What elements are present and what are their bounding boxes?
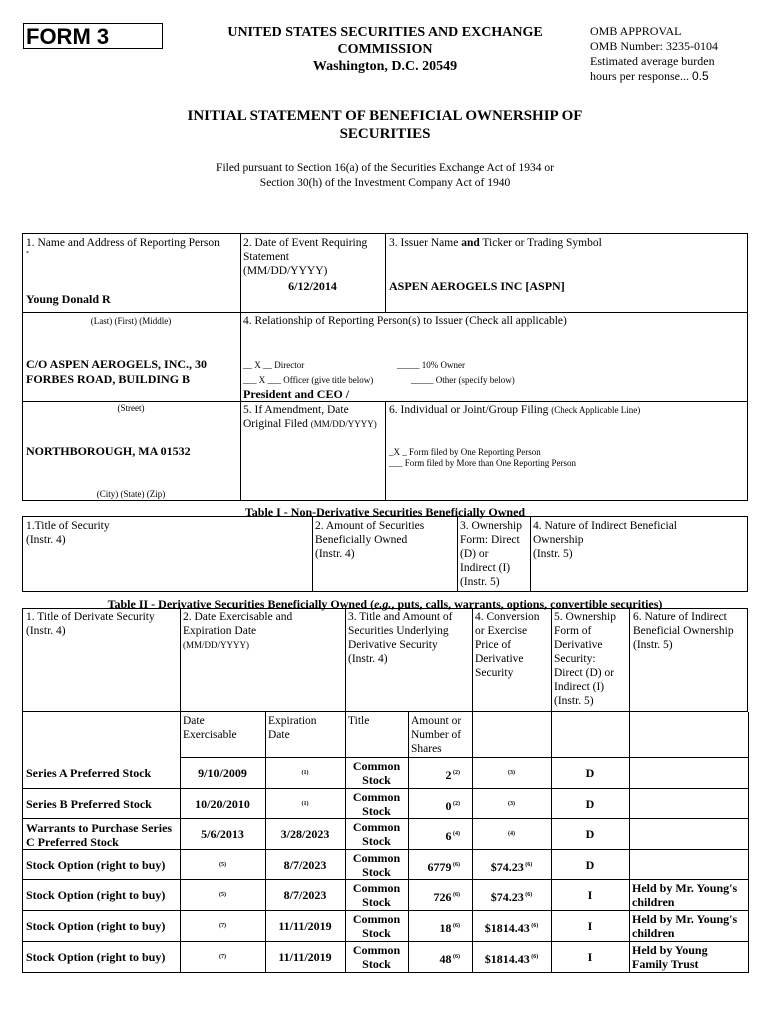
row-divider: [22, 941, 749, 942]
table1-col-nature: [533, 519, 677, 561]
header-line: 4. Conversion: [475, 611, 540, 623]
officer-title: President and CEO /: [243, 387, 350, 401]
table2-col-price: [475, 610, 540, 680]
underlying-line: Common: [352, 789, 401, 804]
expiration-footnote: (1): [301, 770, 309, 776]
header-line: Indirect (I): [554, 681, 605, 693]
price-footnote: (4): [508, 831, 515, 838]
derivative-security-title: [26, 950, 182, 964]
ten-percent-owner-checkbox: _____ 10% Owner: [397, 360, 465, 370]
underlying-line: Common: [352, 912, 401, 926]
row-divider: [22, 879, 749, 880]
underlying-amount: [408, 858, 460, 874]
box3-label-and: and: [461, 237, 480, 249]
date-exercisable: [180, 950, 265, 966]
date-exercisable-footnote: (5): [219, 892, 226, 899]
form-title: [150, 107, 620, 143]
header-line: Date: [268, 729, 290, 741]
header-line: 3. Title and Amount of: [348, 611, 453, 623]
header-line: (Instr. 5): [633, 639, 673, 651]
derivative-security-title: [26, 858, 182, 872]
underlying-title: [345, 912, 408, 940]
filing-one-person: _X _ Form filed by One Reporting Person: [389, 447, 541, 457]
underlying-title: [345, 851, 408, 879]
table1-col-ownership: [460, 519, 522, 589]
event-date: 6/12/2014: [288, 279, 337, 293]
price-footnote: (6): [529, 923, 539, 929]
box1-label: 1. Name and Address of Reporting Person: [26, 237, 220, 249]
omb-hours-label: hours per response...: [590, 69, 689, 83]
table1-col-title: [26, 519, 110, 547]
date-exercisable: [180, 827, 265, 841]
expiration-footnote: (1): [301, 800, 309, 807]
ownership-form: D: [585, 827, 595, 842]
filed-pursuant: [150, 161, 620, 191]
box3-label-pre: 3. Issuer Name: [389, 237, 459, 249]
nature-of-ownership: [632, 881, 748, 909]
price-footnote: (6): [523, 861, 533, 868]
derivative-security-title: [26, 766, 182, 780]
agency-location: Washington, D.C. 20549: [312, 59, 458, 74]
sub-amount: [411, 714, 461, 756]
header-line: (Instr. 5): [460, 576, 500, 588]
date-exercisable: [180, 766, 265, 780]
other-checkbox: _____ Other (specify below): [411, 375, 515, 385]
omb-line: OMB Number: 3235-0104: [590, 39, 718, 53]
underlying-line: Common: [352, 942, 401, 957]
cell-value: 8/7/2023: [283, 857, 327, 872]
date-exercisable: [180, 858, 265, 874]
header-line: 2. Amount of Securities: [315, 520, 425, 532]
table2-col-nature: [633, 610, 734, 652]
header-line: Form of: [554, 625, 592, 637]
expiration-date: [265, 858, 345, 872]
nature-line: Family Trust: [632, 956, 699, 971]
amount-footnote: (2): [451, 770, 460, 776]
expiration-date: [265, 827, 345, 841]
expiration-date: [265, 888, 345, 902]
underlying-amount: [408, 797, 460, 813]
table2-col-underlying: [348, 610, 452, 666]
underlying-title: [345, 881, 408, 909]
ownership-form: I: [587, 888, 593, 903]
title-line: Warrants to Purchase Series: [26, 821, 173, 836]
header-line: Security:: [554, 653, 596, 665]
cell-value: 5/6/2013: [201, 827, 244, 842]
box5-label-line: 5. If Amendment, Date: [243, 404, 349, 416]
header-line: Derivative Security: [348, 639, 438, 651]
date-exercisable: [180, 797, 265, 811]
nature-line: Held by Mr. Young's: [632, 881, 738, 896]
amount-footnote: (6): [451, 861, 460, 868]
amount-footnote: (6): [451, 892, 460, 899]
agency-name: [200, 24, 570, 75]
exercise-price: [472, 950, 551, 966]
box3-label: [389, 236, 602, 250]
header-line: 1. Title of Derivate Security: [26, 611, 155, 623]
omb-line: OMB APPROVAL: [590, 24, 682, 38]
omb-line: Estimated average burden: [590, 54, 715, 68]
issuer-name: ASPEN AEROGELS INC [ASPN]: [389, 279, 565, 293]
address-line: FORBES ROAD, BUILDING B: [26, 372, 191, 386]
underlying-title: [345, 759, 408, 787]
ownership-form: I: [587, 919, 593, 933]
header-line: (Instr. 5): [554, 695, 594, 707]
header-line: Beneficially Owned: [315, 534, 408, 546]
exercise-price: [472, 888, 551, 904]
title-line: Series A Preferred Stock: [26, 766, 152, 780]
header-line: 4. Nature of Indirect Beneficial: [533, 520, 678, 532]
header-line: Securities Underlying: [348, 625, 449, 637]
cell-value: 18: [439, 921, 452, 935]
underlying-line: Stock: [362, 926, 391, 940]
ownership-form: D: [585, 857, 595, 872]
box5-label-text: Original Filed: [243, 418, 308, 430]
row-divider: [22, 788, 749, 789]
amount-footnote: (2): [451, 800, 460, 807]
header-line: Derivative: [475, 653, 524, 665]
director-checkbox: __ X __ Director: [243, 360, 305, 370]
header-line: Exercisable: [183, 729, 237, 741]
agency-line: COMMISSION: [337, 42, 433, 57]
row-divider: [22, 849, 749, 850]
exercise-price: [472, 797, 551, 813]
header-line: (Instr. 4): [348, 653, 388, 665]
price-footnote: (3): [508, 770, 515, 776]
amount-footnote: (4): [451, 831, 460, 838]
underlying-line: Common: [352, 850, 401, 865]
exercise-price: [472, 858, 551, 874]
row-divider: [22, 910, 749, 911]
box6-label-text: 6. Individual or Joint/Group Filing: [389, 404, 549, 416]
box2-label-line: 2. Date of Event Requiring: [243, 237, 368, 249]
date-exercisable-footnote: (5): [219, 861, 226, 868]
header-line: or Exercise: [475, 625, 528, 637]
underlying-line: Stock: [362, 864, 391, 879]
cell-value: 48: [439, 951, 452, 966]
header-line: (Instr. 4): [26, 534, 66, 546]
underlying-line: Stock: [362, 773, 391, 787]
omb-line: [590, 69, 760, 84]
title-line: Stock Option (right to buy): [26, 919, 166, 933]
cell-value: 6779: [427, 859, 452, 874]
table2-col-title: [26, 610, 155, 638]
cell-value: 2: [445, 768, 452, 782]
officer-checkbox: ___ X ___ Officer (give title below): [243, 375, 374, 385]
header-line: (Instr. 4): [26, 625, 66, 637]
underlying-line: Stock: [362, 803, 391, 818]
row-divider: [22, 818, 749, 819]
price-footnote: (3): [508, 800, 515, 807]
address-line: C/O ASPEN AEROGELS, INC., 30: [26, 357, 208, 371]
ownership-form: D: [585, 766, 595, 780]
nature-line: Held by Young: [632, 942, 708, 957]
box5-label-line: [243, 417, 377, 431]
exercise-price: [472, 919, 551, 935]
street-caption: (Street): [117, 403, 145, 413]
header-line: Date: [183, 715, 205, 727]
ownership-form: I: [587, 949, 593, 964]
reporting-person-name: Young Donald R: [26, 292, 111, 306]
nature-of-ownership: [632, 943, 748, 971]
nature-of-ownership: [632, 912, 748, 940]
form-title-line: SECURITIES: [339, 126, 431, 142]
header-line: (D) or: [460, 548, 489, 560]
date-exercisable: [180, 888, 265, 904]
table1-title: Table I - Non-Derivative Securities Beneficially Owned: [244, 505, 526, 519]
box5-label: [243, 403, 377, 431]
cell-value: $74.23: [490, 859, 524, 874]
header-line: 1.Title of Security: [26, 520, 110, 532]
underlying-line: Common: [352, 820, 401, 835]
date-exercisable: [180, 919, 265, 935]
header-line: 5. Ownership: [554, 611, 616, 623]
header-line: Security: [475, 667, 514, 679]
table2-title-pre: Table II - Derivative Securities Beneficially Owned (: [107, 597, 375, 611]
underlying-line: Common: [352, 759, 401, 773]
cell-value: $1814.43: [484, 951, 530, 966]
header-line: 3. Ownership: [460, 520, 522, 532]
sub-title: Title: [348, 715, 370, 727]
exercise-price: [472, 827, 551, 843]
form-label: FORM 3: [23, 23, 163, 49]
box6-label-note: (Check Applicable Line): [551, 405, 641, 415]
underlying-title: [345, 943, 408, 971]
header-line: 2. Date Exercisable and: [183, 611, 293, 623]
omb-hours-value: 0.5: [691, 69, 709, 83]
nature-line: Held by Mr. Young's: [632, 912, 738, 926]
underlying-line: Common: [352, 881, 401, 896]
header-line: Amount or: [411, 715, 462, 727]
cell-value: 11/11/2019: [278, 949, 332, 964]
underlying-amount: [408, 888, 460, 904]
date-exercisable-footnote: (7): [219, 923, 226, 929]
expiration-date: [265, 919, 345, 933]
name-caption: (Last) (First) (Middle): [90, 316, 172, 326]
cell-value: 10/20/2010: [195, 796, 250, 811]
underlying-amount: [408, 766, 460, 782]
header-line: (Instr. 5): [533, 548, 573, 560]
expiration-date: [265, 766, 345, 782]
cell-value: 6: [445, 829, 452, 844]
city-caption: (City) (State) (Zip): [96, 489, 166, 499]
title-line: Series B Preferred Stock: [26, 796, 152, 811]
cell-value: 8/7/2023: [283, 888, 327, 903]
header-line: Expiration: [268, 715, 317, 727]
amount-footnote: (6): [451, 953, 460, 960]
header-line: (MM/DD/YYYY): [183, 640, 249, 650]
nature-line: children: [632, 895, 675, 910]
underlying-title: [345, 790, 408, 818]
amount-footnote: (6): [451, 923, 460, 929]
box5-label-format: (MM/DD/YYYY): [310, 419, 377, 429]
box4-label: 4. Relationship of Reporting Person(s) to Issuer (Check all applicable): [243, 315, 567, 327]
derivative-security-title: [26, 919, 182, 933]
header-line: Indirect (I): [460, 562, 511, 574]
underlying-amount: [408, 827, 460, 843]
omb-approval: [590, 24, 760, 84]
title-line: C Preferred Stock: [26, 835, 119, 850]
header-line: Price of: [475, 639, 512, 651]
header-line: Direct (D) or: [554, 667, 615, 679]
cell-value: 9/10/2009: [198, 766, 247, 780]
header-line: (Instr. 4): [315, 548, 355, 560]
underlying-line: Stock: [362, 956, 391, 971]
header-line: Beneficial Ownership: [633, 625, 734, 637]
table1-col-amount: [315, 519, 424, 561]
cell-value: 726: [433, 890, 452, 905]
header-line: Form: Direct: [460, 534, 520, 546]
underlying-title: [345, 820, 408, 848]
sub-expiration-date: [268, 714, 317, 742]
header-line: Expiration Date: [183, 625, 257, 637]
table2-col-form: [554, 610, 616, 708]
box2-label-line: Statement: [243, 251, 289, 263]
underlying-line: Stock: [362, 895, 391, 910]
box2-label-line: (MM/DD/YYYY): [243, 265, 328, 277]
expiration-date: [265, 797, 345, 813]
header-line: Shares: [411, 743, 442, 755]
header-line: Ownership: [533, 534, 584, 546]
box3-label-post: Ticker or Trading Symbol: [482, 237, 602, 249]
title-line: Stock Option (right to buy): [26, 949, 166, 964]
filing-multiple-persons: ___ Form filed by More than One Reporting Person: [389, 458, 576, 468]
underlying-amount: [408, 950, 460, 966]
cell-value: 3/28/2023: [280, 827, 330, 842]
sub-date-exercisable: [183, 714, 237, 742]
nature-line: children: [632, 926, 675, 940]
derivative-security-title: [26, 821, 182, 849]
table2-col-dates: [183, 610, 292, 652]
box6-label: [389, 403, 640, 417]
title-line: Stock Option (right to buy): [26, 888, 166, 903]
box1-footnote: *: [26, 251, 29, 257]
filed-line: Section 30(h) of the Investment Company Act of 1940: [259, 177, 511, 189]
underlying-line: Stock: [362, 834, 391, 849]
ownership-form: D: [585, 796, 595, 811]
cell-value: 0: [445, 798, 452, 813]
table2-title-post: , puts, calls, warrants, options, convertible securities): [391, 597, 663, 611]
date-exercisable-footnote: (7): [219, 953, 226, 960]
derivative-security-title: [26, 888, 182, 902]
exercise-price: [472, 766, 551, 782]
title-line: Stock Option (right to buy): [26, 857, 166, 872]
header-line: 6. Nature of Indirect: [633, 611, 727, 623]
form-title-line: INITIAL STATEMENT OF BENEFICIAL OWNERSHIP OF: [187, 108, 583, 124]
underlying-amount: [408, 919, 460, 935]
box2-label: [243, 236, 367, 278]
header-line: Derivative: [554, 639, 603, 651]
price-footnote: (6): [529, 953, 539, 960]
derivative-security-title: [26, 797, 182, 811]
agency-line: UNITED STATES SECURITIES AND EXCHANGE: [227, 25, 543, 40]
cell-value: $74.23: [490, 890, 524, 905]
expiration-date: [265, 950, 345, 964]
table2-title-eg: e.g.: [374, 597, 392, 611]
filed-line: Filed pursuant to Section 16(a) of the Securities Exchange Act of 1934 or: [216, 162, 554, 174]
header-line: Number of: [411, 729, 462, 741]
price-footnote: (6): [523, 892, 533, 899]
cell-value: 11/11/2019: [278, 919, 332, 933]
cell-value: $1814.43: [484, 921, 530, 935]
city-state-zip: NORTHBOROUGH, MA 01532: [26, 444, 191, 458]
